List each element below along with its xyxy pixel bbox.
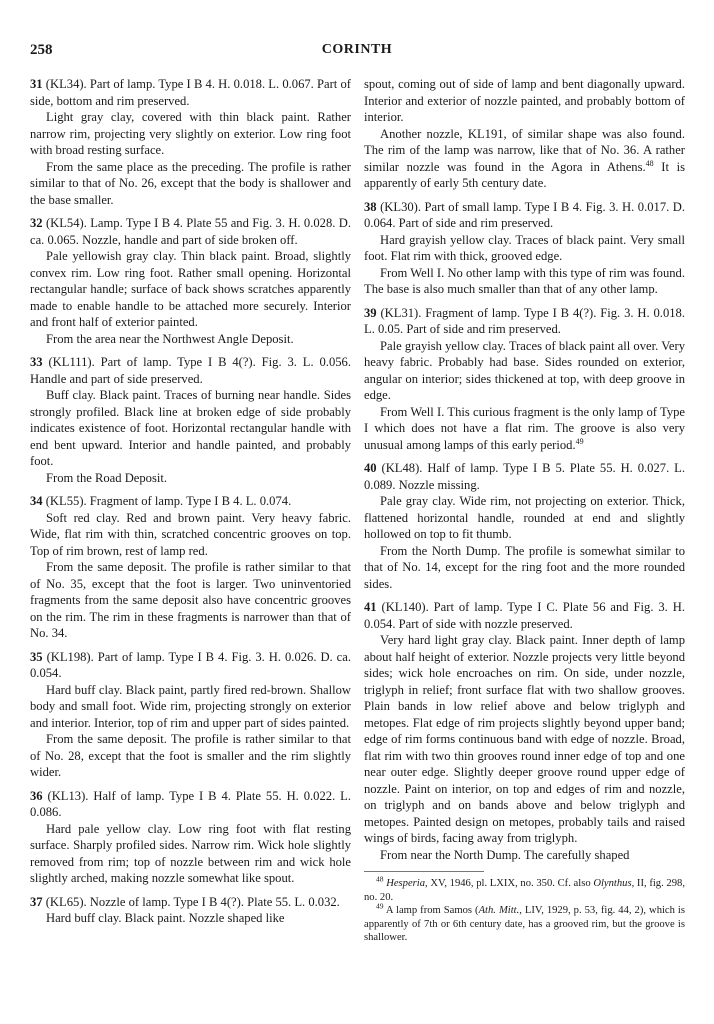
text-run: From Well I. This curious fragment is the only lamp of Type I which does not have a flat rim. The groove is also very unusual among lamps of this early period.: [364, 404, 685, 452]
text-run: From the Road Deposit.: [46, 470, 168, 485]
text-run: A lamp from Samos (: [383, 905, 479, 916]
entry-heading-text: (KL140). Part of lamp. Type I C. Plate 56 and Fig. 3. H. 0.054. Part of side with nozzle preserved.: [364, 600, 685, 631]
page-number: 258: [30, 42, 53, 58]
text-run: From the same place as the preceding. The profile is rather similar to that of No. 26, except that the body is shallower and the base smaller.: [30, 159, 351, 207]
entry-number: 40: [364, 461, 377, 475]
paragraph: [30, 821, 351, 887]
entry-heading-text: (KL65). Nozzle of lamp. Type I B 4(?). Plate 55. L. 0.032.: [42, 894, 340, 909]
catalogue-entry-36: [30, 788, 351, 887]
entry-number: 32: [30, 216, 43, 230]
entry-number: 34: [30, 494, 43, 508]
catalogue-entry-32: [30, 215, 351, 347]
paragraph: [364, 126, 685, 192]
entry-heading-text: (KL55). Fragment of lamp. Type I B 4. L. 0.074.: [42, 494, 292, 508]
entry-heading: [30, 493, 351, 510]
entry-heading: [30, 894, 351, 911]
paragraph: [364, 404, 685, 454]
entry-heading: [364, 199, 685, 232]
footnote-mark: 48: [376, 874, 384, 884]
text-run: From the North Dump. The profile is somewhat similar to that of No. 14, except for the ring foot and the more rounded sides.: [364, 543, 685, 591]
entry-number: 38: [364, 199, 377, 214]
paragraph: [364, 632, 685, 847]
catalogue-entry-41: [364, 599, 685, 863]
text-run: From Well I. No other lamp with this type of rim was found. The base is also much smaller than that of any other lamp.: [364, 265, 685, 296]
catalogue-entry-35: [30, 649, 351, 781]
left-column: [30, 76, 351, 934]
text-run: , II, fig. 298, no. 20.: [364, 878, 685, 903]
italic-title: Hesperia: [386, 878, 426, 889]
entry-heading-text: (KL111). Part of lamp. Type I B 4(?). Fig. 3. L. 0.056. Handle and part of side preserved.: [30, 355, 351, 386]
entry-heading-text: (KL31). Fragment of lamp. Type I B 4(?). Fig. 3. H. 0.018. L. 0.05. Part of side and rim preserved.: [364, 305, 685, 336]
paragraph: [364, 847, 685, 864]
paragraph: [30, 910, 351, 927]
entry-heading-text: (KL34). Part of lamp. Type I B 4. H. 0.018. L. 0.067. Part of side, bottom and rim preserved.: [30, 77, 351, 108]
catalogue-entry-39: [364, 305, 685, 454]
text-run: Another nozzle, KL191, of similar shape was also found. The rim of the lamp was narrow, like that of No. 36. A rather similar nozzle was found in the Agora in Athens.: [364, 126, 685, 174]
entry-heading-text: (KL13). Half of lamp. Type I B 4. Plate 55. H. 0.022. L. 0.086.: [30, 788, 351, 819]
text-run: , LIV, 1929, p. 53, fig. 44, 2), which is apparently of 7th or 6th century date, has a grooved rim, but the groove is shallower.: [364, 905, 686, 943]
text-run: It is apparently of early 5th century date.: [364, 159, 685, 190]
catalogue-entry-33: [30, 354, 351, 486]
catalogue-entry-37: [30, 894, 351, 927]
paragraph: [30, 331, 351, 348]
text-run: From the area near the Northwest Angle Deposit.: [46, 331, 294, 346]
paragraph: [30, 248, 351, 331]
running-title: CORINTH: [321, 42, 393, 57]
paragraph: [364, 265, 685, 298]
text-run: Very hard light gray clay. Black paint. Inner depth of lamp about half height of exterior. Nozzle projects very little beyond sides; wick hole encroaches on rim. On side, under nozzle, triglyph in relief; front surface flat with two shallow grooves. Plain bands in low relief above and below triglyph and metopes. Flat edge of rim projects slightly beyond upper band; edge of rim forms continuous band with edge of nozzle. Broad, flat rim with two thin grooves round inner edge of top and one near outer edge. Slightly deeper groove round upper edge of nozzle. Paint on interior, on top and edges of rim and nozzle, on triglyph and on bands above and below triglyph and metopes. Painted design on metopes, probably tails and raised wings of birds, facing away from triglyph.: [364, 633, 685, 845]
text-run: Hard pale yellow clay. Low ring foot with flat resting surface. Sharply profiled sides. Narrow rim. Wick hole slightly removed from rim; top of nozzle between rim and wick hole slightly arched, making nozzle somewhat like spout.: [30, 821, 351, 885]
paragraph: [364, 232, 685, 265]
footnote-mark: 49: [376, 901, 384, 911]
paragraph: [30, 470, 351, 487]
footnote-48: [364, 874, 685, 904]
entry-heading: [364, 460, 685, 493]
footnote-ref[interactable]: 49: [575, 436, 584, 446]
catalogue-entry-38: [364, 199, 685, 298]
entry-heading-text: (KL30). Part of small lamp. Type I B 4. Fig. 3. H. 0.017. D. 0.064. Part of side and rim preserved.: [364, 199, 685, 230]
entry-heading-text: (KL54). Lamp. Type I B 4. Plate 55 and Fig. 3. H. 0.028. D. ca. 0.065. Nozzle, handle and part of side broken off.: [30, 216, 351, 247]
text-run: Pale grayish yellow clay. Traces of black paint all over. Very heavy fabric. Probably had base. Sides rounded on exterior, angular on interior; sides thickened at top, with deep groove in edge.: [364, 338, 685, 402]
footnote-rule: [364, 871, 484, 872]
right-column: [364, 76, 685, 945]
paragraph: [364, 493, 685, 543]
text-run: Hard buff clay. Black paint, partly fired red-brown. Shallow body and small foot. Wide rim, projecting strongly on exterior and interior. Interior, top of rim and upper part of sides painted.: [30, 682, 351, 730]
paragraph: [30, 387, 351, 470]
paragraph: [30, 159, 351, 209]
page-header: [30, 42, 684, 62]
text-run: Hard buff clay. Black paint. Nozzle shaped like: [46, 911, 285, 925]
entry-number: 31: [30, 77, 43, 91]
text-run: Hard grayish yellow clay. Traces of black paint. Very small foot. Flat rim with thick, grooved edge.: [364, 232, 685, 263]
entry-heading-text: (KL48). Half of lamp. Type I B 5. Plate 55. H. 0.027. L. 0.089. Nozzle missing.: [364, 461, 685, 492]
entry-heading-text: (KL198). Part of lamp. Type I B 4. Fig. 3. H. 0.026. D. ca. 0.054.: [30, 649, 351, 680]
continued-entry-37: [364, 76, 685, 192]
paragraph: [364, 543, 685, 593]
paragraph: spout, coming out of side of lamp and bent diagonally upward. Interior and exterior of nozzle painted, and probably bottom of interior.: [364, 77, 685, 124]
entry-number: 41: [364, 600, 377, 614]
paragraph: [30, 109, 351, 159]
entry-number: 35: [30, 649, 43, 664]
entry-heading: [364, 305, 685, 338]
catalogue-entry-31: [30, 76, 351, 208]
text-run: From the same deposit. The profile is rather similar to that of No. 28, except that the foot is smaller and the rim slightly wider.: [30, 732, 351, 779]
right-entries: [364, 199, 685, 864]
paragraph: [30, 731, 351, 781]
catalogue-entry-34: [30, 493, 351, 642]
entry-heading: [30, 76, 351, 109]
entry-heading: [30, 354, 351, 387]
text-run: Buff clay. Black paint. Traces of burning near handle. Sides strongly profiled. Black line at broken edge of side probably indicates existence of foot. Horizontal rectangular handle with end bent upward. Interior and handle painted, and probably foot.: [30, 388, 351, 468]
entry-heading: [364, 599, 685, 632]
catalogue-entry-40: [364, 460, 685, 592]
text-run: Soft red clay. Red and brown paint. Very heavy fabric. Wide, flat rim with thin, scratched concentric grooves on top. Top of rim brown, rest of lamp red.: [30, 510, 351, 558]
entry-number: 37: [30, 894, 43, 909]
italic-title: Olynthus: [593, 878, 632, 889]
text-run: From the same deposit. The profile is rather similar to that of No. 35, except that the foot is larger. Two uninventoried fragments from the same deposit also have concentric grooves on the rim. The rim in these fragments is narrower than that of No. 34.: [30, 560, 351, 640]
paragraph: [30, 559, 351, 642]
paragraph: [30, 682, 351, 732]
paragraph: [364, 338, 685, 404]
text-run: Light gray clay, covered with thin black paint. Rather narrow rim, projecting very slightly on exterior. Low ring foot with broad resting surface.: [30, 110, 351, 157]
italic-title: Ath. Mitt.: [478, 905, 520, 916]
entry-heading: [30, 215, 351, 248]
entry-number: 39: [364, 305, 377, 320]
entry-heading: [30, 649, 351, 682]
entry-heading: [30, 788, 351, 821]
text-run: , XV, 1946, pl. LXIX, no. 350. Cf. also: [425, 878, 594, 889]
text-run: Pale yellowish gray clay. Thin black paint. Broad, slightly convex rim. Low ring foot. Rather small opening. Horizontal rectangular handle; surface of back shows scratches apparently made to enable handle to be attached more securely. Interior and front half of exterior painted.: [30, 249, 351, 329]
paragraph: [30, 510, 351, 560]
footnote-ref[interactable]: 48: [645, 158, 654, 168]
footnotes: [364, 874, 686, 945]
entry-number: 36: [30, 788, 43, 803]
footnote-49: [364, 901, 686, 945]
entry-number: 33: [30, 355, 43, 369]
text-run: From near the North Dump. The carefully shaped: [380, 847, 630, 862]
text-run: Pale gray clay. Wide rim, not projecting on exterior. Thick, flattened horizontal handle, rounded at end and slightly hollowed on top to fit thumb.: [364, 494, 685, 541]
